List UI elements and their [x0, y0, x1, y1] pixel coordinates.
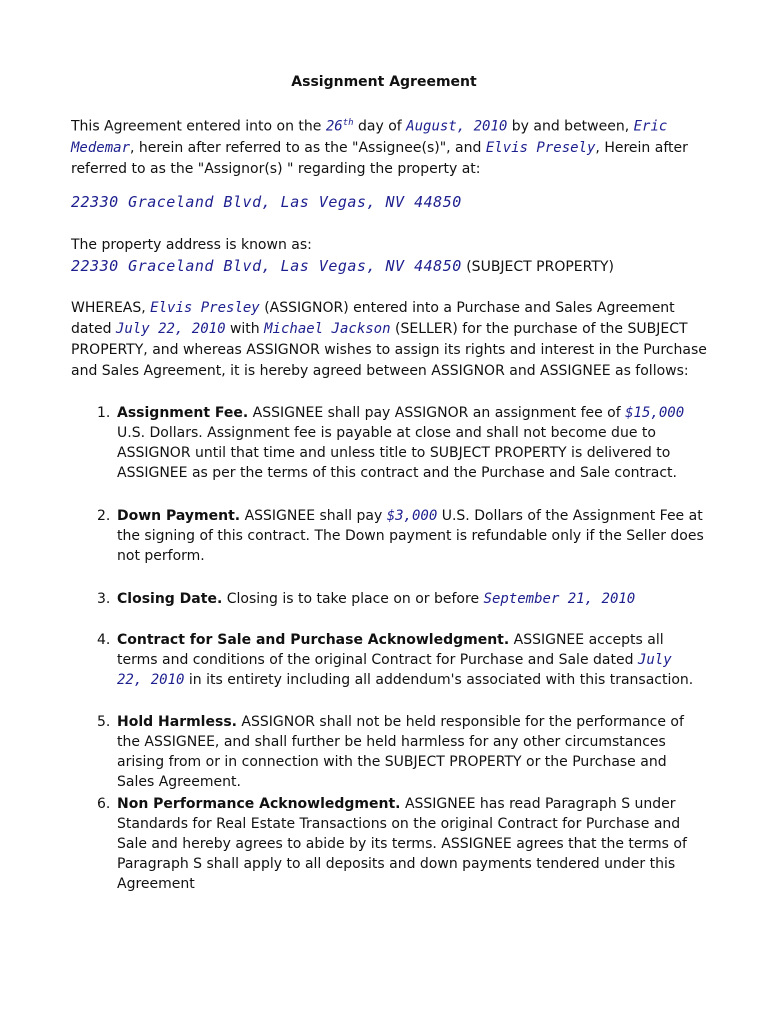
known-as-paragraph — [71, 235, 711, 278]
item-body — [117, 712, 705, 792]
item-text-2: in its entirety including all addendum's associated with this transaction. — [188, 672, 694, 688]
handwritten-seller-name: Michael Jackson — [264, 321, 391, 337]
handwritten-value: $3,000 — [386, 508, 438, 524]
intro-text-3: by and between, — [511, 118, 630, 135]
handwritten-known-address: 22330 Graceland Blvd, Las Vegas, NV 44850 — [71, 257, 462, 275]
handwritten-assignor-name: Elvis Presely — [485, 139, 596, 156]
handwritten-assignee-name: Eric Medemar — [71, 118, 668, 156]
subject-property-label: (SUBJECT PROPERTY) — [466, 259, 614, 275]
item-text: ASSIGNEE has read Paragraph S under Standards for Real Estate Transactions on the original Contract for Purchase and Sale and hereby agrees to abide by its terms. ASSIGNEE agrees that the terms of Paragraph S shall apply to all deposits and down payments tendered under this Agreement — [117, 796, 687, 892]
item-number: 6. — [97, 796, 111, 812]
item-number: 3. — [97, 591, 111, 607]
intro-text-2: day of — [358, 118, 402, 135]
item-text: Closing is to take place on or before — [226, 591, 480, 607]
list-item — [97, 630, 705, 690]
list-item — [97, 712, 705, 792]
item-heading: Contract for Sale and Purchase Acknowledgment. — [117, 632, 510, 648]
intro-paragraph — [71, 113, 711, 180]
item-heading: Assignment Fee. — [117, 405, 249, 421]
item-body — [117, 506, 705, 566]
item-heading: Hold Harmless. — [117, 714, 237, 730]
item-text: ASSIGNEE shall pay ASSIGNOR an assignment fee of — [252, 405, 621, 421]
handwritten-value: July 22, 2010 — [117, 652, 672, 688]
intro-text-4: , herein after referred to as the "Assignee(s)", and — [130, 139, 482, 156]
handwritten-date: August, 2010 — [406, 118, 508, 135]
item-heading: Non Performance Acknowledgment. — [117, 796, 401, 812]
item-text: ASSIGNOR shall not be held responsible for the performance of the ASSIGNEE, and shall further be held harmless for any other circumstances arising from or in connection with the SUBJECT PROPERTY or the Purchase and Sales Agreement. — [117, 714, 684, 790]
item-number: 5. — [97, 714, 111, 730]
handwritten-value: September 21, 2010 — [483, 591, 636, 607]
document-title: Assignment Agreement — [291, 74, 477, 90]
handwritten-property-address: 22330 Graceland Blvd, Las Vegas, NV 44850 — [71, 193, 462, 211]
handwritten-day-suffix: th — [342, 118, 354, 128]
list-item — [97, 506, 705, 566]
handwritten-whereas-date: July 22, 2010 — [115, 321, 226, 337]
item-body — [117, 794, 705, 894]
item-text-2: U.S. Dollars. Assignment fee is payable at close and shall not become due to ASSIGNOR until that time and unless title to SUBJECT PROPERTY is delivered to ASSIGNEE as per the terms of this contract and the Purchase and Sale contract. — [117, 425, 677, 481]
whereas-text-3: with — [229, 321, 260, 337]
whereas-paragraph — [71, 298, 711, 382]
list-item — [97, 794, 705, 894]
item-text-2: U.S. Dollars of the Assignment Fee at the signing of this contract. The Down payment is refundable only if the Seller does not perform. — [117, 508, 704, 564]
property-address-line — [71, 192, 711, 214]
handwritten-value: $15,000 — [625, 405, 685, 421]
item-text: ASSIGNEE shall pay — [244, 508, 383, 524]
handwritten-whereas-assignor: Elvis Presley — [150, 300, 260, 316]
intro-text-1: This Agreement entered into on the — [71, 118, 322, 135]
item-heading: Closing Date. — [117, 591, 223, 607]
whereas-text-1: WHEREAS, — [71, 300, 146, 316]
item-body — [117, 403, 705, 483]
item-text: ASSIGNEE accepts all terms and conditions of the original Contract for Purchase and Sale dated — [117, 632, 664, 668]
known-as-label: The property address is known as: — [71, 237, 312, 253]
item-body — [117, 589, 705, 609]
handwritten-day: 26 — [325, 118, 343, 135]
item-number: 2. — [97, 508, 111, 524]
item-heading: Down Payment. — [117, 508, 241, 524]
whereas-text-2: (ASSIGNOR) entered into a Purchase and Sales Agreement dated — [71, 300, 675, 337]
whereas-text-4: (SELLER) for the purchase of the SUBJECT PROPERTY, and whereas ASSIGNOR wishes to assign its rights and interest in the Purchase and Sales Agreement, it is hereby agreed between ASSIGNOR and ASSIGNEE as follows: — [71, 321, 707, 379]
intro-text-5: , Herein after referred to as the "Assignor(s) " regarding the property at: — [71, 139, 688, 177]
item-body — [117, 630, 705, 690]
item-number: 1. — [97, 405, 111, 421]
list-item — [97, 403, 705, 483]
list-item — [97, 589, 705, 609]
item-number: 4. — [97, 632, 111, 648]
